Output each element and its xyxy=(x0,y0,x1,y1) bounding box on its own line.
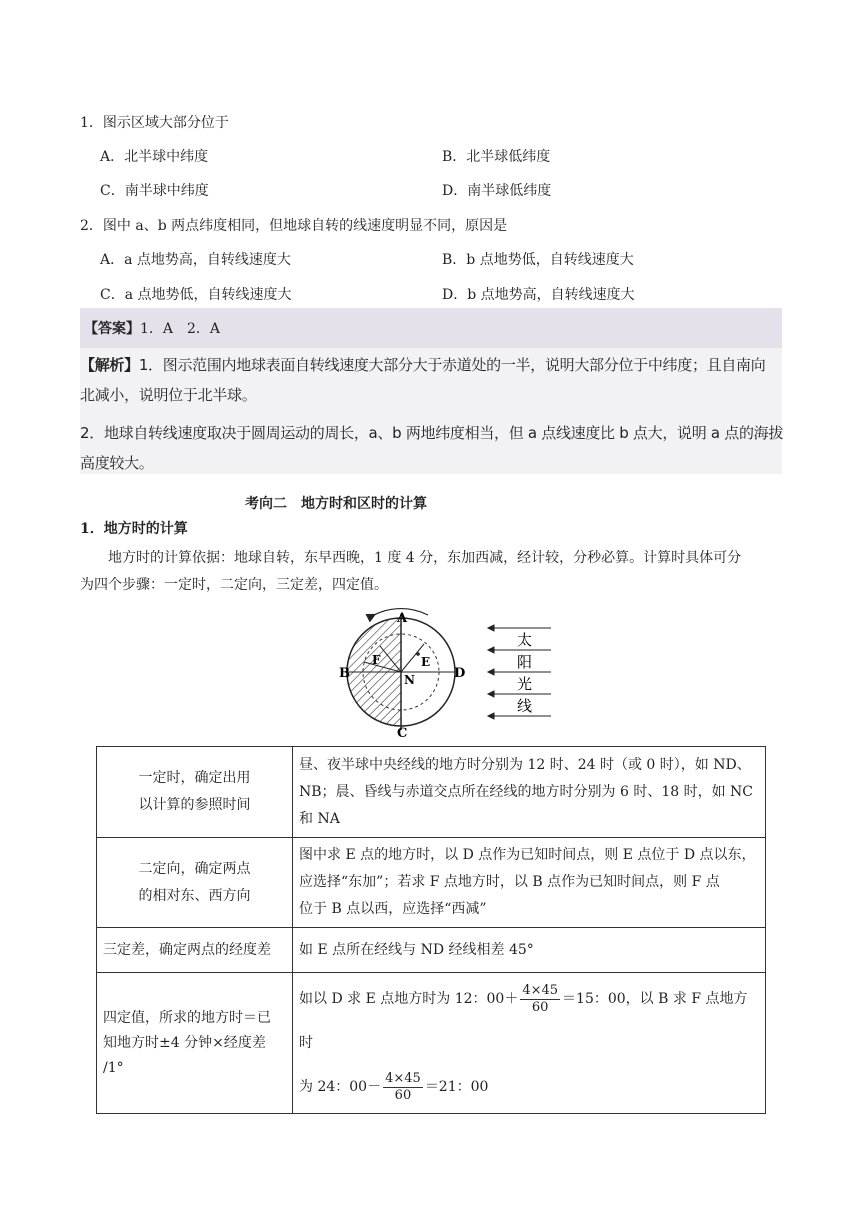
section-title: 考向二 地方时和区时的计算 xyxy=(245,496,427,512)
table-cell-desc xyxy=(293,973,766,1114)
formula-line-2 xyxy=(299,1065,759,1109)
fraction-numerator: 4×45 xyxy=(522,982,559,998)
cell-text: 和 NA xyxy=(299,810,340,827)
table-cell-desc xyxy=(293,838,766,928)
cell-text: 图中求 E 点的地方时，以 D 点作为已知时间点，则 E 点位于 D 点以东， xyxy=(299,847,756,863)
cell-text: 四定值，所求的地方时＝已 xyxy=(103,1009,271,1026)
fraction xyxy=(383,1071,423,1104)
explanation-line-4: 高度较大。 xyxy=(80,454,154,472)
section-subtitle: 1．地方时的计算 xyxy=(80,521,188,537)
q1-option-d: D．南半球低纬度 xyxy=(442,183,552,199)
table-cell-step xyxy=(97,838,293,928)
cell-text: 以计算的参照时间 xyxy=(138,797,251,813)
cell-text: NB；晨、昏线与赤道交点所在经线的地方时分别为 6 时、18 时，如 NC xyxy=(299,783,754,800)
point-f-label: F xyxy=(372,653,381,667)
paragraph-line-2: 为四个步骤：一定时，二定向，三定差，四定值。 xyxy=(80,577,388,593)
cell-text: ＝15：00，以 B 求 F 点地方时 xyxy=(299,991,748,1051)
formula-line-1 xyxy=(299,977,759,1065)
point-c-label: C xyxy=(397,726,408,740)
cell-text: 位于 B 点以西，应选择“西减” xyxy=(299,901,487,917)
fraction-denominator: 60 xyxy=(531,999,549,1015)
q1-stem: 1．图示区域大部分位于 xyxy=(80,115,229,131)
table-row xyxy=(97,973,766,1114)
point-e-label: E xyxy=(421,655,431,669)
answer-text: 1．A 2．A xyxy=(140,321,221,337)
cell-text: 一定时，确定出用 xyxy=(138,770,251,786)
table-cell-step xyxy=(97,747,293,838)
q2-option-b: B．b 点地势低，自转线速度大 xyxy=(442,252,634,268)
point-n-label: N xyxy=(404,673,415,687)
point-a-label: A xyxy=(397,611,408,626)
cell-text: 应选择“东加”；若求 F 点地方时，以 B 点作为已知时间点，则 F 点 xyxy=(299,874,720,890)
cell-text: /1° xyxy=(103,1059,124,1076)
sun-char-3: 光 xyxy=(517,675,533,693)
q1-option-a: A．北半球中纬度 xyxy=(100,149,209,165)
point-d-label: D xyxy=(454,666,466,681)
answer-label: 【答案】 xyxy=(84,321,140,337)
table-cell-step xyxy=(97,973,293,1114)
cell-text: 如以 D 求 E 点地方时为 12：00＋ xyxy=(299,991,519,1007)
sun-char-1: 太 xyxy=(517,631,533,649)
explanation-text-1: 1．图示范围内地球表面自转线速度大部分大于赤道处的一半，说明大部分位于中纬度；且自南向 xyxy=(138,356,766,374)
explanation-line-3: 2．地球自转线速度取决于圆周运动的周长，a、b 两地纬度相当，但 a 点线速度比 b 点大，说明 a 点的海拔 xyxy=(80,424,784,442)
table-row xyxy=(97,838,766,928)
cell-text: 如 E 点所在经线与 ND 经线相差 45° xyxy=(299,941,534,958)
explanation-line-1 xyxy=(80,354,765,375)
q2-option-a: A．a 点地势高，自转线速度大 xyxy=(100,252,291,268)
sun-char-4: 线 xyxy=(517,697,533,715)
table-cell-step xyxy=(97,928,293,973)
explanation-line-2: 北减小，说明位于北半球。 xyxy=(80,386,257,404)
q2-option-d: D．b 点地势高，自转线速度大 xyxy=(442,287,635,303)
cell-text: 的相对东、西方向 xyxy=(138,887,251,904)
table-cell-desc xyxy=(293,928,766,973)
cell-text: 知地方时±4 分钟×经度差 xyxy=(103,1034,266,1051)
explanation-label: 【解析】 xyxy=(80,356,139,374)
cell-text: 二定向，确定两点 xyxy=(138,860,251,877)
q1-option-b: B．北半球低纬度 xyxy=(442,149,551,165)
q1-option-c: C．南半球中纬度 xyxy=(100,183,209,199)
point-b-label: B xyxy=(339,666,350,681)
cell-text: 三定差，确定两点的经度差 xyxy=(103,941,271,958)
table-row xyxy=(97,747,766,838)
answer xyxy=(84,318,220,338)
cell-text: 昼、夜半球中央经线的地方时分别为 12 时、24 时（或 0 时），如 ND、 xyxy=(299,756,751,773)
q2-stem: 2．图中 a、b 两点纬度相同，但地球自转的线速度明显不同，原因是 xyxy=(80,218,508,234)
sun-char-2: 阳 xyxy=(517,653,533,671)
fraction xyxy=(520,983,560,1016)
cell-text: 为 24：00－ xyxy=(299,1079,382,1095)
q2-option-c: C．a 点地势低，自转线速度大 xyxy=(100,287,292,303)
table-row xyxy=(97,928,766,973)
earth-diagram xyxy=(336,604,566,740)
paragraph-line-1: 地方时的计算依据：地球自转，东早西晚，1 度 4 分，东加西减，经计较，分秒必算。计算时具体可分 xyxy=(108,550,742,566)
fraction-denominator: 60 xyxy=(394,1087,412,1103)
table-cell-desc xyxy=(293,747,766,838)
fraction-numerator: 4×45 xyxy=(385,1070,421,1086)
steps-table xyxy=(96,746,766,1114)
cell-text: ＝21：00 xyxy=(424,1079,489,1095)
